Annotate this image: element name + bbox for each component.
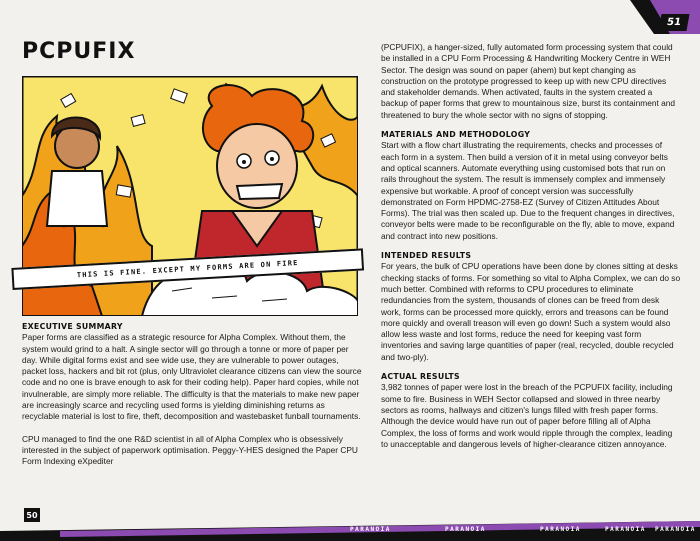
footer-label: PARANOIA (350, 526, 391, 533)
page-number-bottom: 50 (24, 508, 40, 522)
footer-stripe-decoration (0, 507, 700, 541)
intro-paragraph: (PCPUFIX), a hanger-sized, fully automated form processing system that could be installed in a CPU Form Processing & Handwriting Mockery Centre in WEH Sector. The design was sound on paper (ahem) but kept changing as construction on the prototype progressed to keep up with new CPU directives and stakeholder demands. When activated, faults in the system created a backup of paper forms that grew to mountainous size, burst its containment and threatened to bury the whole sector with no signs of stopping. (381, 42, 676, 120)
actual-results-paragraph: 3,982 tonnes of paper were lost in the breach of the PCPUFIX facility, including some to fire. Business in WEH Sector collapsed and slowed in three nearby sectors as rooms, hallways and citizen's lungs filled with fresh paper forms. Although the device would have run out of paper before filling all of Alpha Complex, the loss of forms and work would ripple through the complex, leading to unacceptable and dangerous levels of higher-clearance citizen annoyance. (381, 382, 673, 449)
actual-results-heading: ACTUAL RESULTS (381, 372, 460, 382)
intended-results-paragraph: For years, the bulk of CPU operations have been done by clones sitting at desks checking stacks of forms. For something so vital to Alpha Complex, we can do so much better. Combined with reforms to CPU procedures to eliminate redundancies from the system, thousands of clones can be freed from desk work, forms can be processed more quickly, errors and treasons can be found more quickly and overall treason will even go down! Such a system would also allow less waste and lost forms, reduce the need for keeping vast form inventories and saving large quantities of paper (real, recycled, double recycled and two-ply). (381, 261, 681, 362)
page-number-top: 51 (659, 14, 690, 31)
executive-summary-heading: EXECUTIVE SUMMARY (22, 322, 123, 331)
cpu-paragraph: CPU managed to find the one R&D scientist in all of Alpha Complex who is obsessively interested in the subject of paperwork optimisation. Peggy-Y-HES designed the Paper CPU Form Indexing eXpediter (22, 433, 358, 467)
intended-results-heading: INTENDED RESULTS (381, 251, 472, 261)
executive-summary-paragraph: Paper forms are classified as a strategic resource for Alpha Complex. Without them, the system would grind to a halt. A single sector will go through a tonne or more of paper per day. While digital forms exist and see wide use, they are vulnerable to power outages, packet loss, hackers and bit rot (plus, only Ultraviolet clearance citizens can view the source code and no one is brave enough to ask for their coding help). Paper hard copies, while not invulnerable, are simply more reliable. The difficulty is that the materials to make new paper are increasingly scarce and recycling used forms is yielding diminishing returns as recyclable material is lost to fire, theft, decomposition and wastebasket funball tournaments. (22, 332, 362, 422)
right-column (381, 42, 681, 450)
materials-methodology-paragraph: Start with a flow chart illustrating the requirements, checks and processes of each form in a system. Then build a version of it in metal using conveyor belts and optical scanners. Automate everything using customised bots that run on rails throughout the system. The result is immensely complex and immensely expensive but workable. A proof of concept version was successfully demonstrated on Form HPDMC-2758-EZ (Survey of Citizen Attitudes About Forms). The trial was then scaled up. Due to the frequent changes in directives, conveyor belts were made to be reconfigurable on the fly, able to move, expand and contract into new positions. (381, 140, 675, 241)
footer-label: PARANOIA (540, 526, 581, 533)
left-column (22, 321, 362, 468)
illustration-caption: THIS IS FINE. EXCEPT MY FORMS ARE ON FIRE (11, 248, 364, 290)
materials-methodology-heading: MATERIALS AND METHODOLOGY (381, 130, 531, 140)
footer-label: PARANOIA (605, 526, 646, 533)
footer-label: PARANOIA (655, 526, 696, 533)
footer-label: PARANOIA (445, 526, 486, 533)
page-title: PCPUFIX (22, 39, 136, 64)
